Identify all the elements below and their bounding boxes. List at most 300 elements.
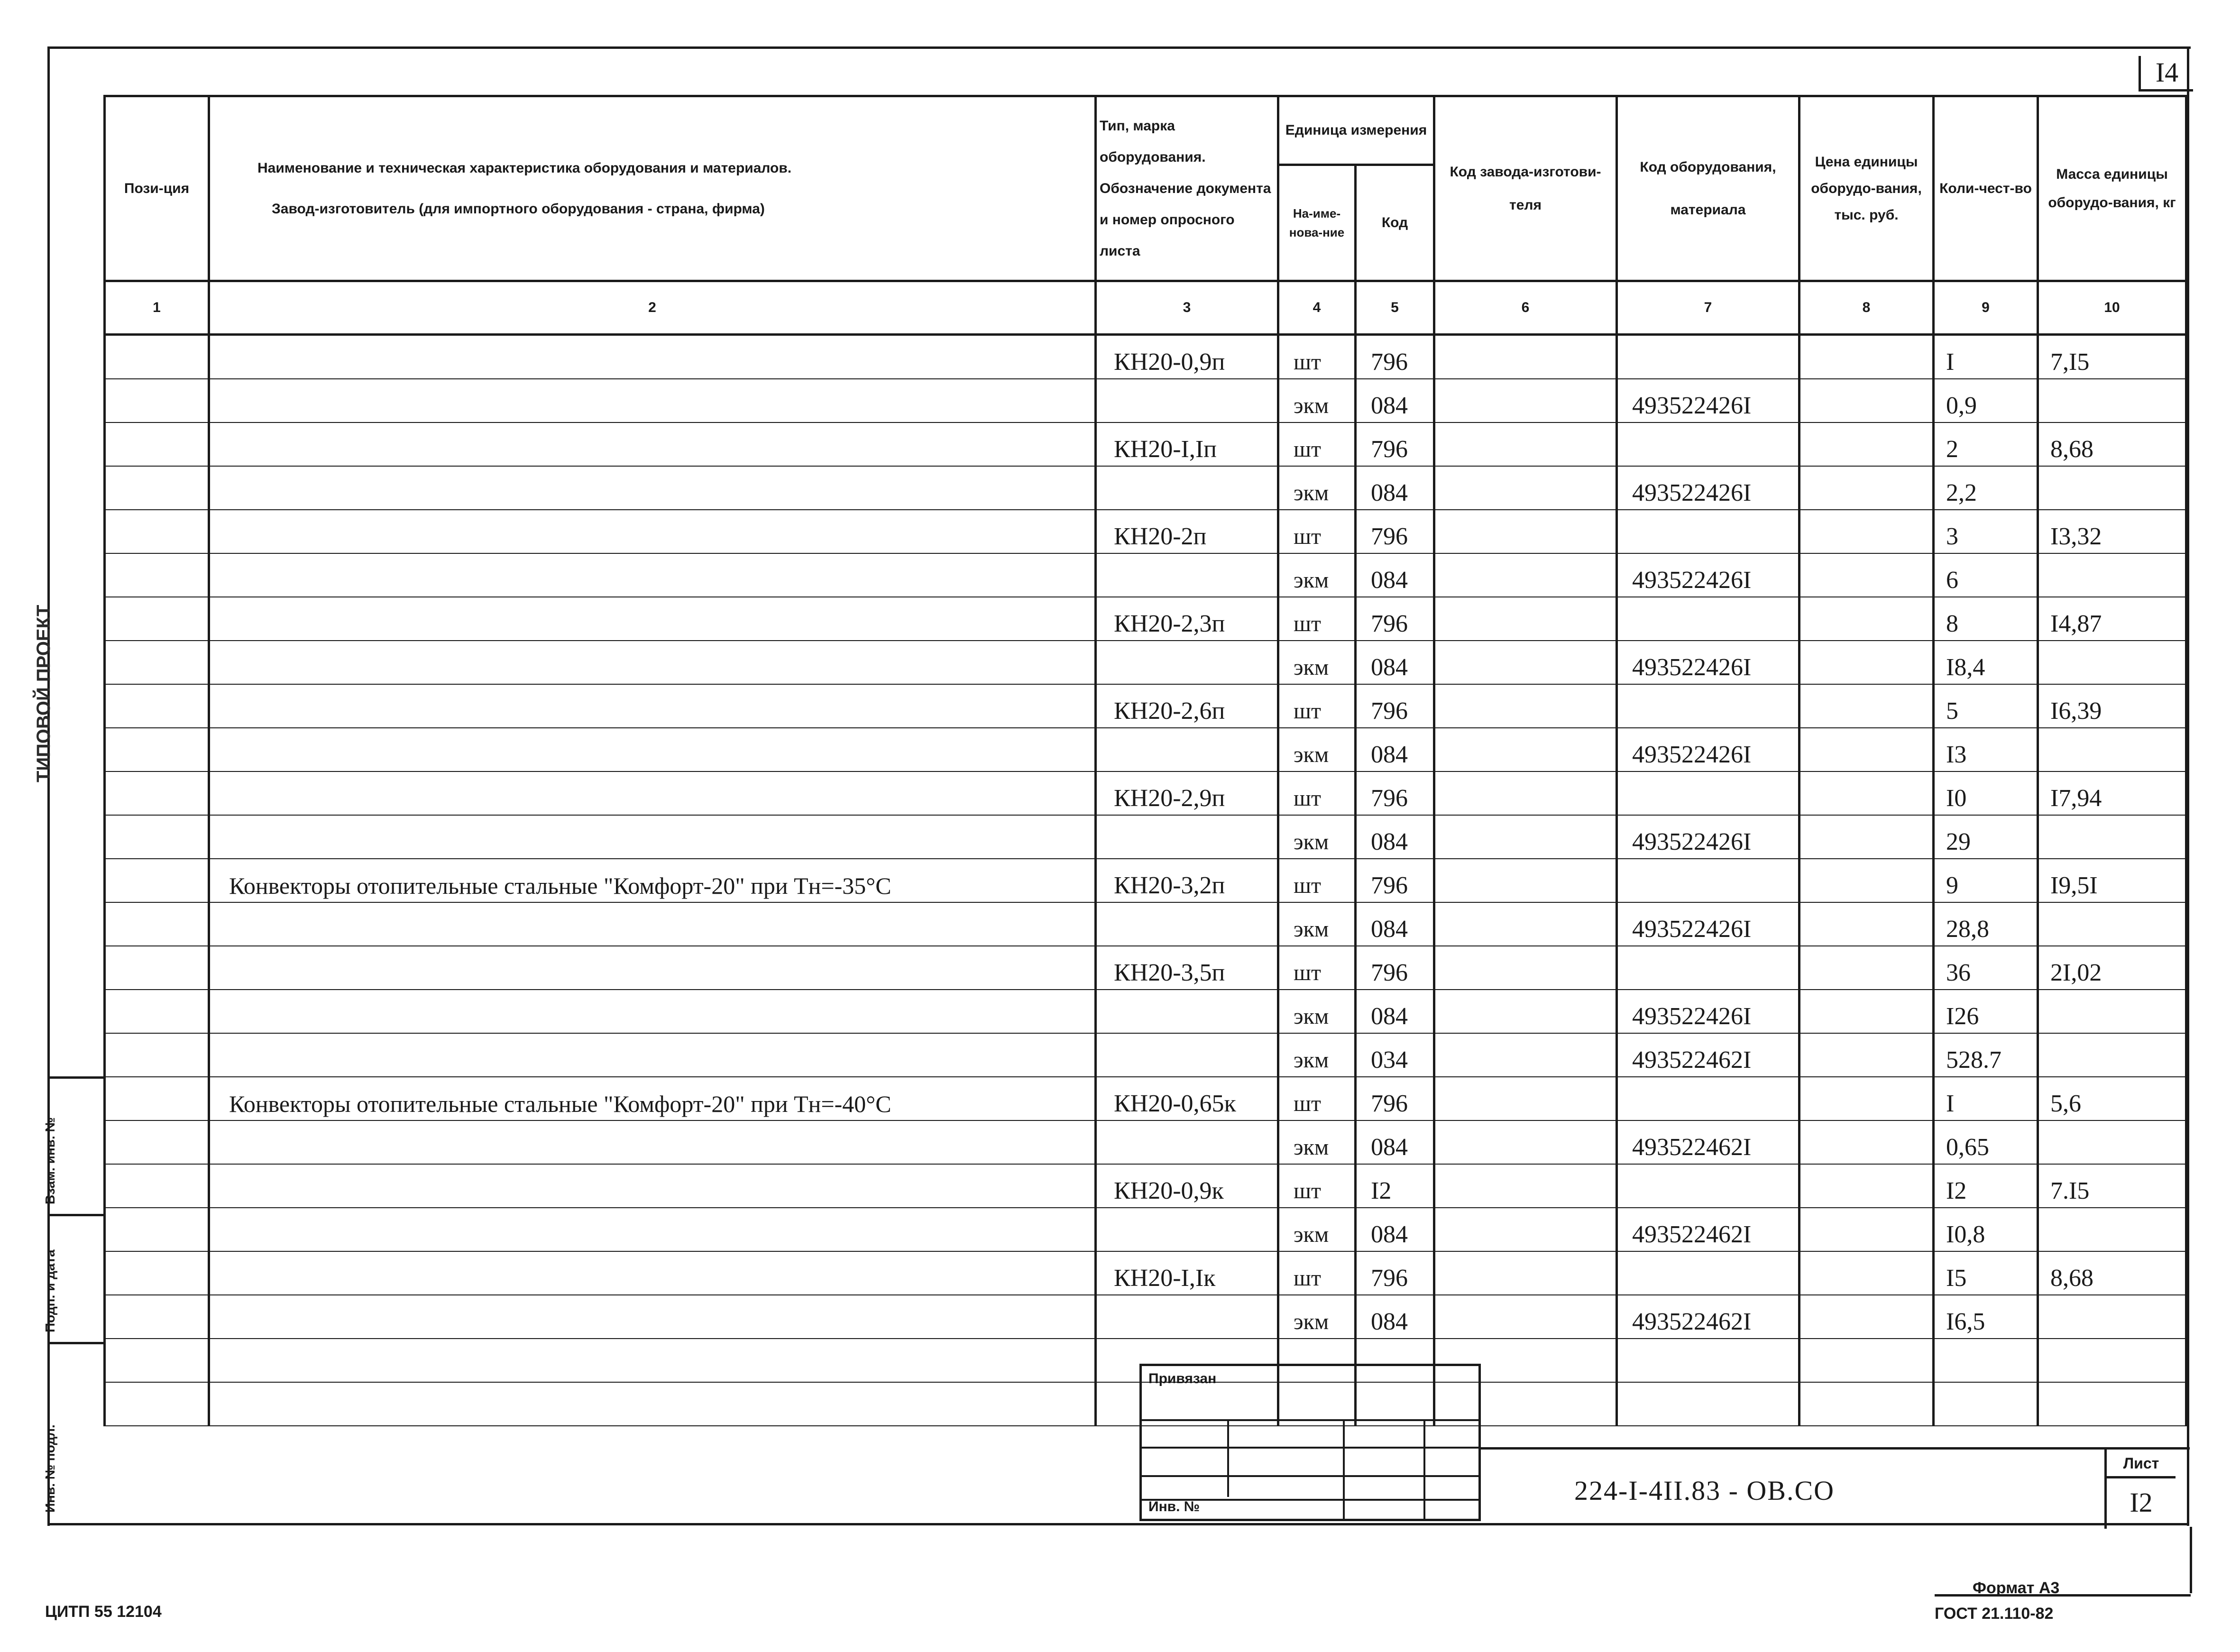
cell-unit-code: 084 [1356,1295,1434,1339]
header-unit: Единица измерения [1278,96,1434,165]
cell-type: КН20-2,9п [1096,771,1278,815]
cell-mass [2038,990,2186,1033]
table-row [105,1033,2186,1077]
header-name-line2: Завод-изготовитель (для импортного оборудования - страна, фирма) [272,201,765,217]
cell-position [105,1164,209,1208]
cell-equipment-code [1617,1164,1799,1208]
cell-mass: I9,5I [2038,859,2186,902]
cell-manufacturer-code [1434,379,1617,422]
cell-manufacturer-code [1434,1033,1617,1077]
cell-manufacturer-code [1434,335,1617,379]
cell-position [105,466,209,510]
cell-price [1799,771,1934,815]
cell-manufacturer-code [1434,684,1617,728]
cell-position [105,422,209,466]
cell-type: КН20-I,Iк [1096,1251,1278,1295]
cell-manufacturer-code [1434,1120,1617,1164]
cell-quantity: I [1934,1077,2038,1120]
specification-table [103,95,2187,1426]
cell-equipment-code [1617,597,1799,641]
cell-name [209,1164,1096,1208]
cell-position [105,1033,209,1077]
empty-cell [1934,1382,2038,1426]
cell-quantity: 528.7 [1934,1033,2038,1077]
margin-signature-strip [43,1076,103,1522]
cell-price [1799,597,1934,641]
cell-equipment-code: 493522462I [1617,1208,1799,1251]
cell-position [105,379,209,422]
cell-quantity: 5 [1934,684,2038,728]
cell-type [1096,1120,1278,1164]
cell-unit-code: 084 [1356,466,1434,510]
table-row [105,1077,2186,1120]
cell-quantity: 28,8 [1934,902,2038,946]
titleblock-top-line [1481,1447,2190,1450]
cell-unit-name: шт [1278,1077,1356,1120]
empty-cell [2038,1382,2186,1426]
cell-unit-code: 796 [1356,771,1434,815]
cell-name: Конвекторы отопительные стальные "Комфорт-20" при Тн=-40°С [209,1077,1096,1120]
cell-position [105,728,209,771]
cell-equipment-code [1617,771,1799,815]
cell-type [1096,902,1278,946]
cell-price [1799,684,1934,728]
table-row [105,1164,2186,1208]
cell-name [209,1208,1096,1251]
cell-price [1799,728,1934,771]
cell-unit-name: экм [1278,902,1356,946]
cell-quantity: 3 [1934,510,2038,553]
cell-name [209,422,1096,466]
cell-mass [2038,466,2186,510]
cell-position [105,1120,209,1164]
cell-quantity: 2 [1934,422,2038,466]
empty-cell [1934,1339,2038,1382]
cell-unit-name: экм [1278,641,1356,684]
cell-name [209,641,1096,684]
cell-mass: I6,39 [2038,684,2186,728]
cell-mass [2038,1295,2186,1339]
cell-type [1096,553,1278,597]
margin-label: Подп. и дата [43,1249,57,1332]
cell-unit-name: экм [1278,815,1356,859]
cell-price [1799,641,1934,684]
cell-equipment-code: 493522426I [1617,902,1799,946]
cell-position [105,771,209,815]
empty-cell [105,1382,209,1426]
linked-label: Привязан [1148,1371,1217,1386]
cell-manufacturer-code [1434,641,1617,684]
cell-position [105,859,209,902]
cell-manufacturer-code [1434,902,1617,946]
cell-equipment-code [1617,684,1799,728]
table-row [105,553,2186,597]
table-row [105,510,2186,553]
cell-unit-code: 796 [1356,335,1434,379]
table-row [105,1120,2186,1164]
cell-type: КН20-2п [1096,510,1278,553]
cell-name [209,684,1096,728]
footer-gost: ГОСТ 21.110-82 [1935,1605,2054,1623]
cell-position [105,335,209,379]
cell-manufacturer-code [1434,466,1617,510]
cell-manufacturer-code [1434,1208,1617,1251]
cell-price [1799,510,1934,553]
cell-quantity: 36 [1934,946,2038,990]
cell-equipment-code: 493522462I [1617,1120,1799,1164]
cell-unit-name: шт [1278,335,1356,379]
cell-name [209,902,1096,946]
cell-quantity: I0,8 [1934,1208,2038,1251]
table-row [105,1208,2186,1251]
cell-quantity: 0,9 [1934,379,2038,422]
column-number: 6 [1434,281,1617,335]
cell-quantity: 2,2 [1934,466,2038,510]
cell-unit-code: 796 [1356,684,1434,728]
column-number: 1 [105,281,209,335]
cell-name [209,335,1096,379]
cell-manufacturer-code [1434,597,1617,641]
cell-name: Конвекторы отопительные стальные "Комфорт-20" при Тн=-35°С [209,859,1096,902]
column-number-row [105,281,2186,335]
cell-position [105,946,209,990]
cell-name [209,597,1096,641]
cell-quantity: I5 [1934,1251,2038,1295]
cell-unit-name: экм [1278,1295,1356,1339]
cell-unit-name: экм [1278,466,1356,510]
header-unit-name: На-име-нова-ние [1278,165,1356,281]
cell-type [1096,379,1278,422]
column-number: 4 [1278,281,1356,335]
cell-quantity: I8,4 [1934,641,2038,684]
column-number: 10 [2038,281,2186,335]
cell-type [1096,1208,1278,1251]
table-row [105,641,2186,684]
cell-quantity: 29 [1934,815,2038,859]
footer-format: Формат А3 [1973,1579,2060,1597]
cell-price [1799,422,1934,466]
cell-equipment-code [1617,859,1799,902]
cell-type: КН20-0,9к [1096,1164,1278,1208]
margin-label: Инв. № подл. [43,1424,57,1513]
cell-position [105,597,209,641]
header-manufacturer-code: Код завода-изготови-теля [1434,96,1617,281]
cell-manufacturer-code [1434,815,1617,859]
cell-mass [2038,1033,2186,1077]
table-row [105,335,2186,379]
cell-unit-name: экм [1278,728,1356,771]
table-row [105,1295,2186,1339]
empty-cell [1617,1382,1799,1426]
cell-position [105,684,209,728]
cell-price [1799,553,1934,597]
cell-equipment-code [1617,946,1799,990]
cell-equipment-code: 493522426I [1617,466,1799,510]
cell-price [1799,335,1934,379]
cell-position [105,553,209,597]
cell-price [1799,902,1934,946]
empty-cell [1799,1339,1934,1382]
cell-position [105,1251,209,1295]
cell-manufacturer-code [1434,859,1617,902]
cell-mass [2038,728,2186,771]
table-row [105,466,2186,510]
cell-type [1096,466,1278,510]
empty-cell [105,1339,209,1382]
table-row [105,728,2186,771]
cell-type: КН20-2,6п [1096,684,1278,728]
cell-unit-name: шт [1278,946,1356,990]
cell-mass [2038,1120,2186,1164]
cell-unit-code: 084 [1356,553,1434,597]
table-row [105,422,2186,466]
cell-name [209,466,1096,510]
cell-mass: 7.I5 [2038,1164,2186,1208]
cell-price [1799,1295,1934,1339]
document-code: 224-I-4II.83 - ОВ.СО [1574,1475,1835,1506]
cell-name [209,1251,1096,1295]
cell-mass [2038,641,2186,684]
cell-unit-code: 084 [1356,990,1434,1033]
cell-unit-name: шт [1278,597,1356,641]
cell-quantity: I3 [1934,728,2038,771]
cell-price [1799,815,1934,859]
cell-unit-code: 084 [1356,1120,1434,1164]
cell-manufacturer-code [1434,990,1617,1033]
cell-unit-name: шт [1278,684,1356,728]
header-unit-code: Код [1356,165,1434,281]
cell-type: КН20-0,65к [1096,1077,1278,1120]
cell-position [105,1077,209,1120]
cell-mass [2038,553,2186,597]
cell-unit-name: экм [1278,1120,1356,1164]
cell-unit-name: шт [1278,859,1356,902]
column-number: 8 [1799,281,1934,335]
table-row [105,946,2186,990]
cell-name [209,1120,1096,1164]
cell-name [209,1033,1096,1077]
cell-price [1799,379,1934,422]
table-row [105,684,2186,728]
cell-manufacturer-code [1434,946,1617,990]
frame-bottom-line [47,1523,2189,1525]
cell-unit-code: 084 [1356,902,1434,946]
cell-price [1799,1208,1934,1251]
cell-type: КН20-I,Iп [1096,422,1278,466]
empty-cell [209,1339,1096,1382]
cell-unit-code: 796 [1356,422,1434,466]
sheet-number-top: I4 [2139,56,2193,92]
empty-cell [2038,1339,2186,1382]
cell-price [1799,946,1934,990]
cell-unit-code: I2 [1356,1164,1434,1208]
column-number: 5 [1356,281,1434,335]
cell-unit-name: экм [1278,1033,1356,1077]
cell-name [209,990,1096,1033]
cell-name [209,728,1096,771]
empty-cell [1799,1382,1934,1426]
cell-type [1096,815,1278,859]
cell-mass [2038,902,2186,946]
cell-equipment-code: 493522462I [1617,1295,1799,1339]
cell-equipment-code: 493522426I [1617,553,1799,597]
cell-position [105,1208,209,1251]
frame-top-line [47,46,2191,49]
margin-vertical-text: ТИПОВОЙ ПРОЕКТ [33,605,54,782]
cell-manufacturer-code [1434,771,1617,815]
cell-price [1799,466,1934,510]
table-row [105,771,2186,815]
cell-name [209,1295,1096,1339]
cell-price [1799,1033,1934,1077]
cell-position [105,1295,209,1339]
table-row [105,859,2186,902]
column-number: 3 [1096,281,1278,335]
cell-manufacturer-code [1434,510,1617,553]
header-quantity: Коли-чест-во [1934,96,2038,281]
cell-manufacturer-code [1434,422,1617,466]
cell-unit-code: 084 [1356,379,1434,422]
cell-unit-name: шт [1278,422,1356,466]
cell-type: КН20-3,5п [1096,946,1278,990]
cell-mass: 8,68 [2038,422,2186,466]
margin-cell [43,1076,103,1214]
linked-stamp [1139,1364,1481,1521]
cell-quantity: I0 [1934,771,2038,815]
cell-equipment-code: 493522426I [1617,728,1799,771]
cell-quantity: 8 [1934,597,2038,641]
cell-equipment-code [1617,1077,1799,1120]
margin-cell [43,1342,103,1522]
cell-type [1096,641,1278,684]
cell-unit-code: 796 [1356,1077,1434,1120]
column-number: 9 [1934,281,2038,335]
cell-mass: I7,94 [2038,771,2186,815]
cell-manufacturer-code [1434,1077,1617,1120]
cell-unit-name: экм [1278,379,1356,422]
cell-position [105,902,209,946]
cell-mass: I4,87 [2038,597,2186,641]
table-row [105,597,2186,641]
cell-mass: 2I,02 [2038,946,2186,990]
cell-manufacturer-code [1434,1164,1617,1208]
cell-type [1096,1295,1278,1339]
cell-unit-name: шт [1278,1251,1356,1295]
cell-unit-code: 084 [1356,641,1434,684]
cell-name [209,553,1096,597]
cell-name [209,946,1096,990]
cell-mass [2038,1208,2186,1251]
cell-unit-code: 796 [1356,1251,1434,1295]
cell-unit-name: шт [1278,771,1356,815]
cell-name [209,510,1096,553]
cell-name [209,771,1096,815]
cell-manufacturer-code [1434,553,1617,597]
cell-unit-name: экм [1278,1208,1356,1251]
table-row [105,1251,2186,1295]
cell-manufacturer-code [1434,728,1617,771]
column-number: 2 [209,281,1096,335]
header-mass: Масса единицы оборудо-вания, кг [2038,96,2186,281]
header-name [209,96,1096,281]
cell-equipment-code: 493522426I [1617,815,1799,859]
cell-equipment-code [1617,510,1799,553]
cell-unit-name: шт [1278,510,1356,553]
cell-quantity: I26 [1934,990,2038,1033]
cell-equipment-code [1617,1251,1799,1295]
cell-equipment-code: 493522426I [1617,379,1799,422]
cell-equipment-code [1617,422,1799,466]
cell-quantity: I [1934,335,2038,379]
cell-unit-code: 796 [1356,510,1434,553]
inventory-label: Инв. № [1148,1499,1200,1514]
cell-type [1096,728,1278,771]
header-type: Тип, марка оборудования. Обозначение документа и номер опросного листа [1096,96,1278,281]
cell-type [1096,990,1278,1033]
cell-manufacturer-code [1434,1251,1617,1295]
cell-name [209,379,1096,422]
cell-position [105,990,209,1033]
cell-position [105,641,209,684]
cell-equipment-code: 493522426I [1617,990,1799,1033]
cell-type [1096,1033,1278,1077]
cell-quantity: 0,65 [1934,1120,2038,1164]
cell-unit-code: 084 [1356,728,1434,771]
sheet-number: I2 [2130,1487,2153,1518]
cell-equipment-code [1617,335,1799,379]
cell-unit-name: шт [1278,1164,1356,1208]
cell-price [1799,1120,1934,1164]
cell-position [105,510,209,553]
table-row [105,379,2186,422]
margin-cell [43,1214,103,1342]
table-row [105,902,2186,946]
footer-print-code: ЦИТП 55 12104 [45,1603,162,1621]
cell-unit-code: 796 [1356,597,1434,641]
header-name-line1: Наименование и техническая характеристика оборудования и материалов. [257,160,792,176]
header-equipment-code: Код оборудования, материала [1617,96,1799,281]
cell-mass [2038,815,2186,859]
specification-rows [105,335,2186,1426]
cell-unit-code: 034 [1356,1033,1434,1077]
cell-price [1799,1164,1934,1208]
cell-equipment-code: 493522426I [1617,641,1799,684]
table-row [105,815,2186,859]
cell-quantity: 9 [1934,859,2038,902]
empty-cell [1617,1339,1799,1382]
cell-unit-code: 796 [1356,946,1434,990]
column-number: 7 [1617,281,1799,335]
cell-type: КН20-3,2п [1096,859,1278,902]
cell-unit-code: 796 [1356,859,1434,902]
cell-unit-code: 084 [1356,1208,1434,1251]
cell-quantity: I2 [1934,1164,2038,1208]
sheet-label: Лист [2107,1451,2176,1478]
cell-type: КН20-0,9п [1096,335,1278,379]
cell-unit-code: 084 [1356,815,1434,859]
cell-position [105,815,209,859]
cell-unit-name: экм [1278,990,1356,1033]
cell-unit-name: экм [1278,553,1356,597]
header-position: Пози-ция [105,96,209,281]
cell-name [209,815,1096,859]
cell-equipment-code: 493522462I [1617,1033,1799,1077]
cell-price [1799,1077,1934,1120]
header-price: Цена единицы оборудо-вания, тыс. руб. [1799,96,1934,281]
cell-mass [2038,379,2186,422]
outer-right-line [2190,1527,2192,1593]
cell-mass: 8,68 [2038,1251,2186,1295]
